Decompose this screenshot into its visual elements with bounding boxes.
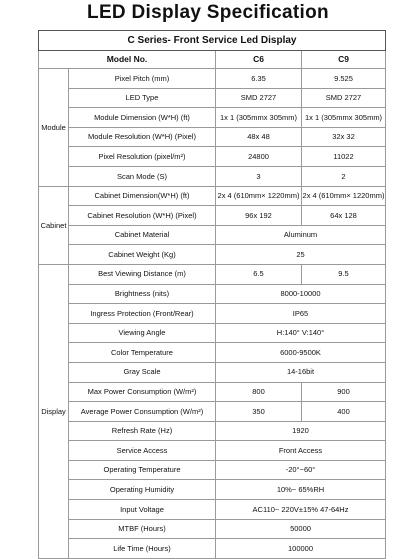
spec-value: 350: [216, 402, 302, 422]
spec-label: Refresh Rate (Hz): [69, 421, 216, 441]
table-row: [39, 127, 386, 147]
spec-value: 9.5: [302, 264, 386, 284]
spec-label: Cabinet Weight (Kg): [69, 245, 216, 265]
spec-value-shared: 6000-9500K: [216, 343, 386, 363]
table-row: [39, 362, 386, 382]
spec-value-shared: 8000-10000: [216, 284, 386, 304]
spec-value-shared: 100000: [216, 539, 386, 559]
spec-label: Operating Humidity: [69, 480, 216, 500]
table-row: [39, 519, 386, 539]
spec-label: Cabinet Dimension(W*H) (ft): [69, 186, 216, 206]
spec-label: Module Resolution (W*H) (Pixel): [69, 127, 216, 147]
table-row: [39, 88, 386, 108]
spec-label: Ingress Protection (Front/Rear): [69, 304, 216, 324]
group-label: Display: [39, 264, 69, 558]
spec-value-shared: 25: [216, 245, 386, 265]
group-label: Cabinet: [39, 186, 69, 264]
table-row: [39, 304, 386, 324]
header-row: [39, 51, 386, 69]
spec-label: Brightness (nits): [69, 284, 216, 304]
table-row: [39, 69, 386, 89]
spec-label: MTBF (Hours): [69, 519, 216, 539]
spec-label: Operating Temperature: [69, 460, 216, 480]
spec-label: Service Access: [69, 441, 216, 461]
spec-label: Best Viewing Distance (m): [69, 264, 216, 284]
spec-label: Viewing Angle: [69, 323, 216, 343]
spec-value: SMD 2727: [216, 88, 302, 108]
table-row: [39, 147, 386, 167]
table-row: [39, 225, 386, 245]
table-row: [39, 284, 386, 304]
spec-label: Life Time (Hours): [69, 539, 216, 559]
table-row: [39, 108, 386, 128]
spec-value-shared: Aluminum: [216, 225, 386, 245]
table-row: [39, 460, 386, 480]
table-row: [39, 500, 386, 520]
model-c9-header: C9: [302, 51, 386, 69]
spec-label: Max Power Consumption (W/m²): [69, 382, 216, 402]
spec-label: Color Temperature: [69, 343, 216, 363]
spec-value: 6.5: [216, 264, 302, 284]
spec-value: 96x 192: [216, 206, 302, 226]
spec-value: 900: [302, 382, 386, 402]
spec-label: Average Power Consumption (W/m²): [69, 402, 216, 422]
spec-label: Pixel Resolution (pixel/m²): [69, 147, 216, 167]
table-row: [39, 206, 386, 226]
spec-value: 2: [302, 166, 386, 186]
spec-value: 6.35: [216, 69, 302, 89]
spec-label: LED Type: [69, 88, 216, 108]
spec-value-shared: 50000: [216, 519, 386, 539]
spec-label: Cabinet Resolution (W*H) (Pixel): [69, 206, 216, 226]
model-c6-header: C6: [216, 51, 302, 69]
spec-value: SMD 2727: [302, 88, 386, 108]
spec-label: Cabinet Material: [69, 225, 216, 245]
table-subtitle: C Series- Front Service Led Display: [39, 31, 386, 51]
table-row: [39, 402, 386, 422]
spec-table: [38, 30, 386, 559]
spec-value-shared: 14-16bit: [216, 362, 386, 382]
spec-value-shared: Front Access: [216, 441, 386, 461]
spec-value: 11022: [302, 147, 386, 167]
spec-value: 64x 128: [302, 206, 386, 226]
spec-value: 24800: [216, 147, 302, 167]
table-row: [39, 539, 386, 559]
table-row: [39, 382, 386, 402]
spec-value-shared: 10%~ 65%RH: [216, 480, 386, 500]
subtitle-row: [39, 31, 386, 51]
table-row: [39, 441, 386, 461]
spec-value: 2x 4 (610mm× 1220mm): [302, 186, 386, 206]
spec-label: Input Voltage: [69, 500, 216, 520]
table-row: [39, 186, 386, 206]
spec-label: Scan Mode (S): [69, 166, 216, 186]
table-row: [39, 421, 386, 441]
group-label: Module: [39, 69, 69, 187]
spec-value: 3: [216, 166, 302, 186]
model-no-header: Model No.: [39, 51, 216, 69]
spec-value-shared: IP65: [216, 304, 386, 324]
spec-label: Module Dimension (W*H) (ft): [69, 108, 216, 128]
table-row: [39, 264, 386, 284]
spec-value: 1x 1 (305mmx 305mm): [302, 108, 386, 128]
spec-value: 9.525: [302, 69, 386, 89]
spec-label: Gray Scale: [69, 362, 216, 382]
spec-value: 400: [302, 402, 386, 422]
spec-value-shared: 1920: [216, 421, 386, 441]
spec-value-shared: -20°~60°: [216, 460, 386, 480]
document-title: LED Display Specification: [87, 2, 329, 23]
table-row: [39, 323, 386, 343]
spec-table-body: [39, 31, 386, 559]
spec-label: Pixel Pitch (mm): [69, 69, 216, 89]
spec-value: 32x 32: [302, 127, 386, 147]
spec-value: 1x 1 (305mmx 305mm): [216, 108, 302, 128]
table-row: [39, 343, 386, 363]
table-row: [39, 245, 386, 265]
spec-value: 2x 4 (610mm× 1220mm): [216, 186, 302, 206]
table-row: [39, 480, 386, 500]
spec-value: 800: [216, 382, 302, 402]
table-row: [39, 166, 386, 186]
spec-value-shared: AC110~ 220V±15% 47-64Hz: [216, 500, 386, 520]
spec-value-shared: H:140° V:140°: [216, 323, 386, 343]
spec-value: 48x 48: [216, 127, 302, 147]
